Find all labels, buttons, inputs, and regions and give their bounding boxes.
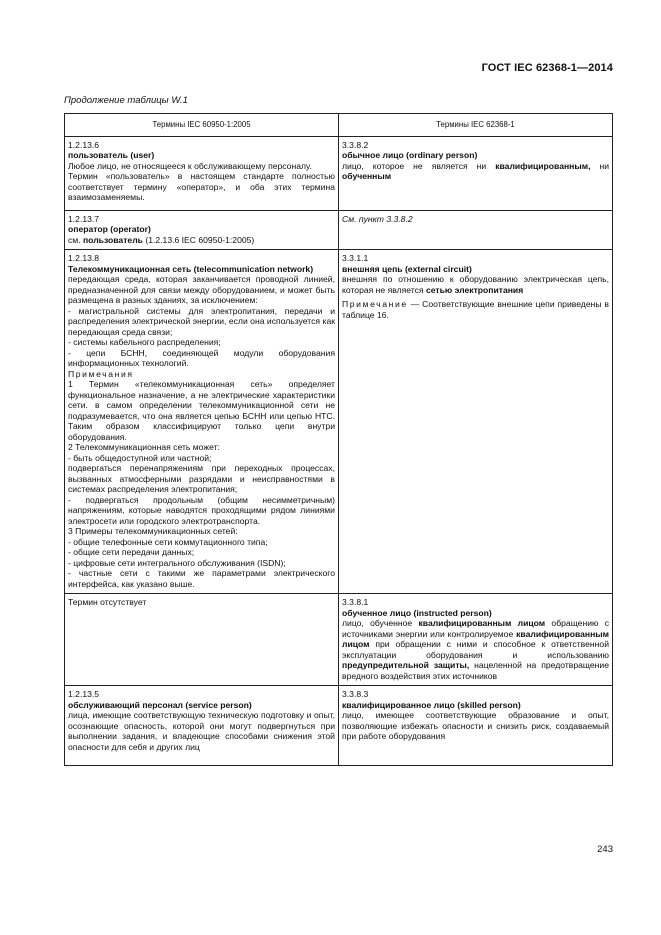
defined-term-ref: обученным	[342, 171, 392, 181]
definition-text: - системы кабельного распределения;	[68, 337, 221, 347]
definition-text: передающая среда, которая заканчивается проводной линией, предназначенной для связи между оборудованием, и может быть размещена в разных зданиях, за исключением:	[68, 274, 335, 305]
table-header-row	[65, 114, 613, 137]
clause-number: 3.3.8.3	[342, 689, 369, 699]
term-title: Телекоммуникационная сеть (telecommunication network)	[68, 263, 314, 274]
absent-term-text: Термин отсутствует	[68, 597, 147, 607]
notes-heading: Примечания	[68, 368, 134, 379]
definition-fragment: лицо, обученное	[342, 618, 419, 628]
cell-left	[65, 136, 339, 210]
note-text: - общие телефонные сети коммутационного типа;	[68, 536, 268, 547]
table-row	[65, 250, 613, 594]
cell-right	[339, 250, 613, 594]
definition-text: Любое лицо, не относящееся к обслуживающему персоналу.	[68, 160, 312, 171]
cross-reference: См. пункт 3.3.8.2	[342, 213, 413, 224]
column-header-right: Термины IEC 62368-1	[339, 114, 613, 137]
term-title: пользователь (user)	[68, 150, 155, 160]
note-prefix: Примечание	[342, 299, 408, 309]
defined-term-ref: предупредительной защиты,	[342, 660, 470, 670]
note-text: - цифровые сети интегрального обслуживания (ISDN);	[68, 557, 286, 568]
clause-number: 1.2.13.7	[68, 213, 100, 224]
page-number: 243	[597, 844, 613, 855]
cell-right	[339, 136, 613, 210]
table-row	[65, 686, 613, 766]
definition-text: лицо, имеющее соответствующие образование и опыт, позволяющие избежать опасности и снизить риск, создаваемый при работе оборудования	[342, 710, 609, 741]
term-title: квалифицированное лицо (skilled person)	[342, 699, 521, 710]
table-row	[65, 136, 613, 210]
term-title: внешняя цепь (external circuit)	[342, 263, 472, 274]
note-body: — Соответствующие внешние цепи приведены в таблице 16.	[342, 299, 609, 320]
definition-fragment: при обращении с ними и способное к ответственной эксплуатации оборудования и использованию	[342, 639, 609, 660]
definition-text: лица, имеющие соответствующую техническую подготовку и опыт, осознающие опасность, которой они могут подвергнуться при выполнении задания, и владеющие способами снижения этой опасности для себя и других лиц	[68, 710, 335, 752]
terms-table	[64, 113, 613, 766]
clause-number: 1.2.13.5	[68, 689, 100, 699]
defined-term-ref: квалифицированным лицом	[418, 618, 546, 628]
defined-term-ref: квалифицированным,	[495, 160, 591, 171]
cell-left	[65, 686, 339, 766]
cell-left	[65, 594, 339, 686]
note-text: подвергаться перенапряжениям при переходных процессах, вызванных атмосферными разрядами и неисправностями в системах распределения электропитания;	[68, 463, 335, 494]
clause-number: 3.3.8.1	[342, 597, 369, 607]
cell-right	[339, 686, 613, 766]
definition-fragment: нацеленной на предотвращение вредного воздействия этих источников	[342, 660, 609, 681]
defined-term-ref: квалифицированным лицом	[342, 628, 609, 649]
definition-fragment: ни	[590, 160, 609, 171]
term-title: обычное лицо (ordinary person)	[342, 150, 478, 160]
note-text: - частные сети с такими же параметрами электрического интерфейса, как указано выше.	[68, 568, 335, 589]
definition-fragment: лицо, которое не является ни	[342, 160, 496, 171]
clause-number: 3.3.1.1	[342, 253, 369, 263]
defined-term-ref: сетью электропитания	[425, 284, 524, 295]
cell-left	[65, 210, 339, 250]
note-text: - подвергаться продольным (общим несимметричным) напряжениям, которые наводятся проходящими рядом линиями электросети или городского электротранспорта.	[68, 494, 335, 526]
note-text	[342, 299, 609, 320]
cell-right	[339, 210, 613, 250]
clause-number: 1.2.13.6	[68, 139, 100, 150]
table-row	[65, 210, 613, 250]
definition-text	[342, 274, 609, 295]
standard-header: ГОСТ IEC 62368-1—2014	[481, 62, 613, 74]
definition-text: - магистральной системы для электропитания, передачи и распределения электрической энергии, если она используется как передающая среда связи;	[68, 305, 335, 337]
term-title: оператор (operator)	[68, 224, 151, 234]
note-text: 2 Телекоммуникационная сеть может:	[68, 442, 220, 452]
definition-text	[342, 618, 609, 681]
table-row	[65, 594, 613, 686]
note-text: - быть общедоступной или частной;	[68, 452, 212, 463]
term-title: обслуживающий персонал (service person)	[68, 699, 252, 710]
column-header-left: Термины IEC 60950-1:2005	[65, 114, 339, 137]
definition-text: - цепи БСНН, соединяющей модули оборудования информационных технологий.	[68, 347, 335, 368]
table-caption: Продолжение таблицы W.1	[64, 95, 188, 106]
defined-term-ref: пользователь	[82, 234, 143, 245]
note-text: 3 Примеры телекоммуникационных сетей:	[68, 526, 238, 536]
clause-number: 3.3.8.2	[342, 139, 369, 150]
definition-fragment: обращению с источниками энергии или контролируемое	[342, 618, 610, 639]
clause-number: 1.2.13.8	[68, 253, 100, 263]
definition-fragment: см.	[68, 234, 83, 245]
definition-fragment: внешняя по отношению к оборудованию электрическая цепь, которая не является	[342, 274, 609, 295]
cell-left	[65, 250, 339, 594]
note-text: - общие сети передачи данных;	[68, 547, 195, 557]
definition-text	[68, 235, 335, 246]
definition-fragment: (1.2.13.6 IEC 60950-1:2005)	[142, 234, 255, 245]
term-title: обученное лицо (instructed person)	[342, 607, 492, 618]
definition-text: Термин «пользователь» в настоящем стандарте полностью соответствует термину «оператор», и оба этих термина взаимозаменяемы.	[68, 171, 335, 202]
definition-text	[342, 161, 609, 182]
note-text: 1 Термин «телекоммуникационная сеть» определяет функциональное назначение, а не электрические характеристики сети. в самом определении телекоммуникационной сети не подразумевается, что она является цепью БСНН или цепью НТС. Таким образом классифицируют только цепи внутри оборудования.	[68, 379, 335, 442]
cell-right	[339, 594, 613, 686]
